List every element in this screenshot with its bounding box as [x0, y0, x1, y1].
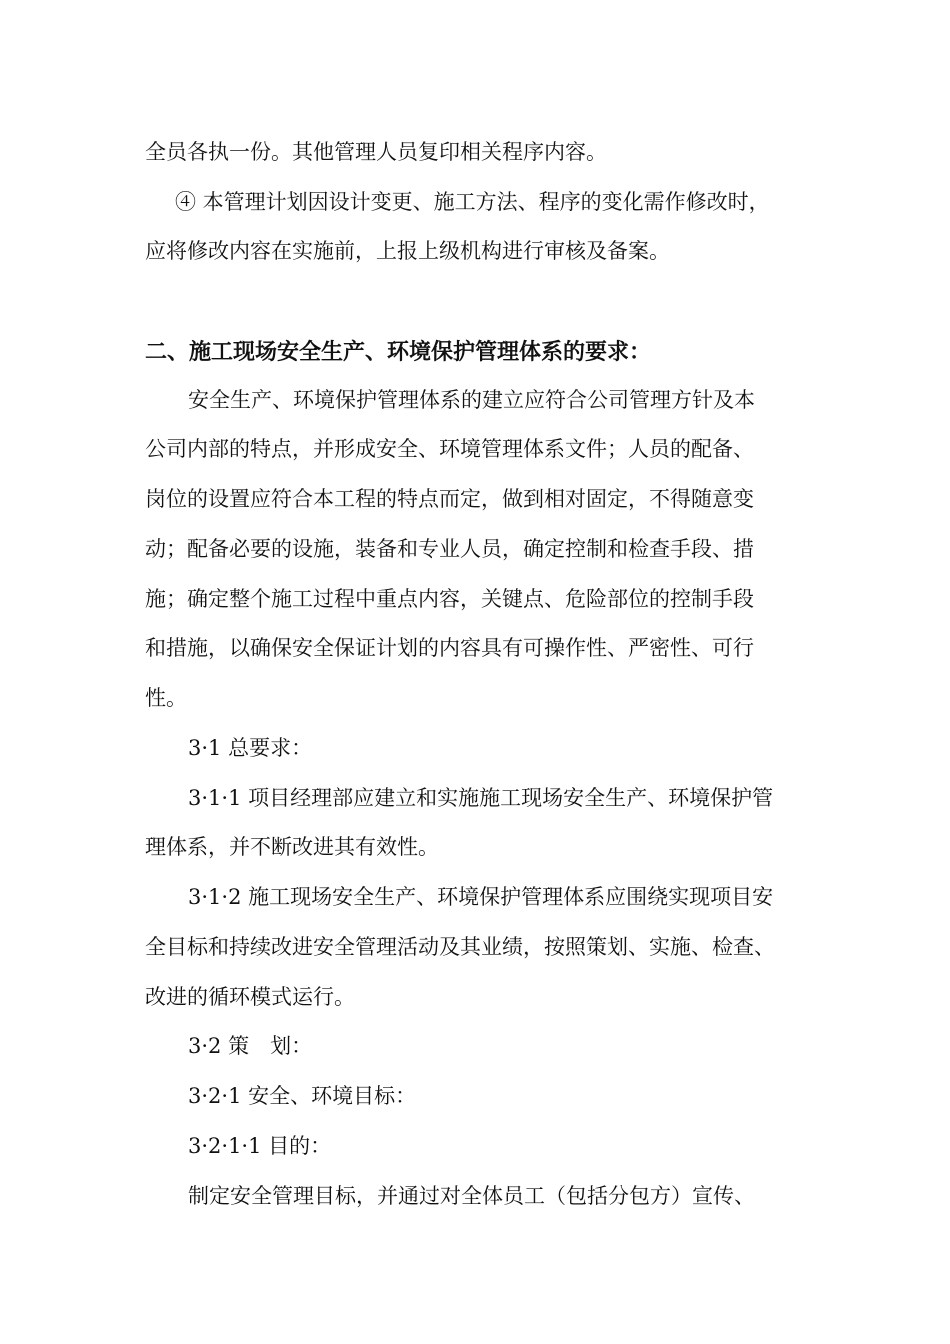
text-line: 岗位的设置应符合本工程的特点而定，做到相对固定，不得随意变: [145, 487, 754, 511]
text-line: 性。: [145, 686, 187, 710]
text-line: ④ 本管理计划因设计变更、施工方法、程序的变化需作修改时，: [175, 190, 770, 214]
text-line: 3·1·2 施工现场安全生产、环境保护管理体系应围绕实现项目安: [188, 885, 774, 909]
subsection-title: 3·2·1·1 目的：: [188, 1134, 332, 1158]
text-line: 动；配备必要的设施，装备和专业人员，确定控制和检查手段、措: [145, 537, 754, 561]
text-line: 应将修改内容在实施前，上报上级机构进行审核及备案。: [145, 239, 670, 263]
text-line: 公司内部的特点，并形成安全、环境管理体系文件；人员的配备、: [145, 437, 754, 461]
subsection-title: 3·2 策 划：: [188, 1034, 313, 1058]
text-line: 施；确定整个施工过程中重点内容，关键点、危险部位的控制手段: [145, 587, 754, 611]
subsection-title: 3·2·1 安全、环境目标：: [188, 1084, 417, 1108]
section-heading: 二、施工现场安全生产、环境保护管理体系的要求：: [145, 340, 652, 365]
subsection-title: 3·1 总要求：: [188, 736, 313, 760]
text-line: 改进的循环模式运行。: [145, 985, 355, 1009]
text-line: 全目标和持续改进安全管理活动及其业绩，按照策划、实施、检查、: [145, 935, 775, 959]
text-line: 安全生产、环境保护管理体系的建立应符合公司管理方针及本: [188, 388, 755, 412]
text-line: 制定安全管理目标，并通过对全体员工（包括分包方）宣传、: [188, 1184, 755, 1208]
text-line: 理体系，并不断改进其有效性。: [145, 835, 439, 859]
text-line: 全员各执一份。其他管理人员复印相关程序内容。: [145, 140, 607, 164]
text-line: 和措施，以确保安全保证计划的内容具有可操作性、严密性、可行: [145, 636, 754, 660]
text-line: 3·1·1 项目经理部应建立和实施施工现场安全生产、环境保护管: [188, 786, 774, 810]
